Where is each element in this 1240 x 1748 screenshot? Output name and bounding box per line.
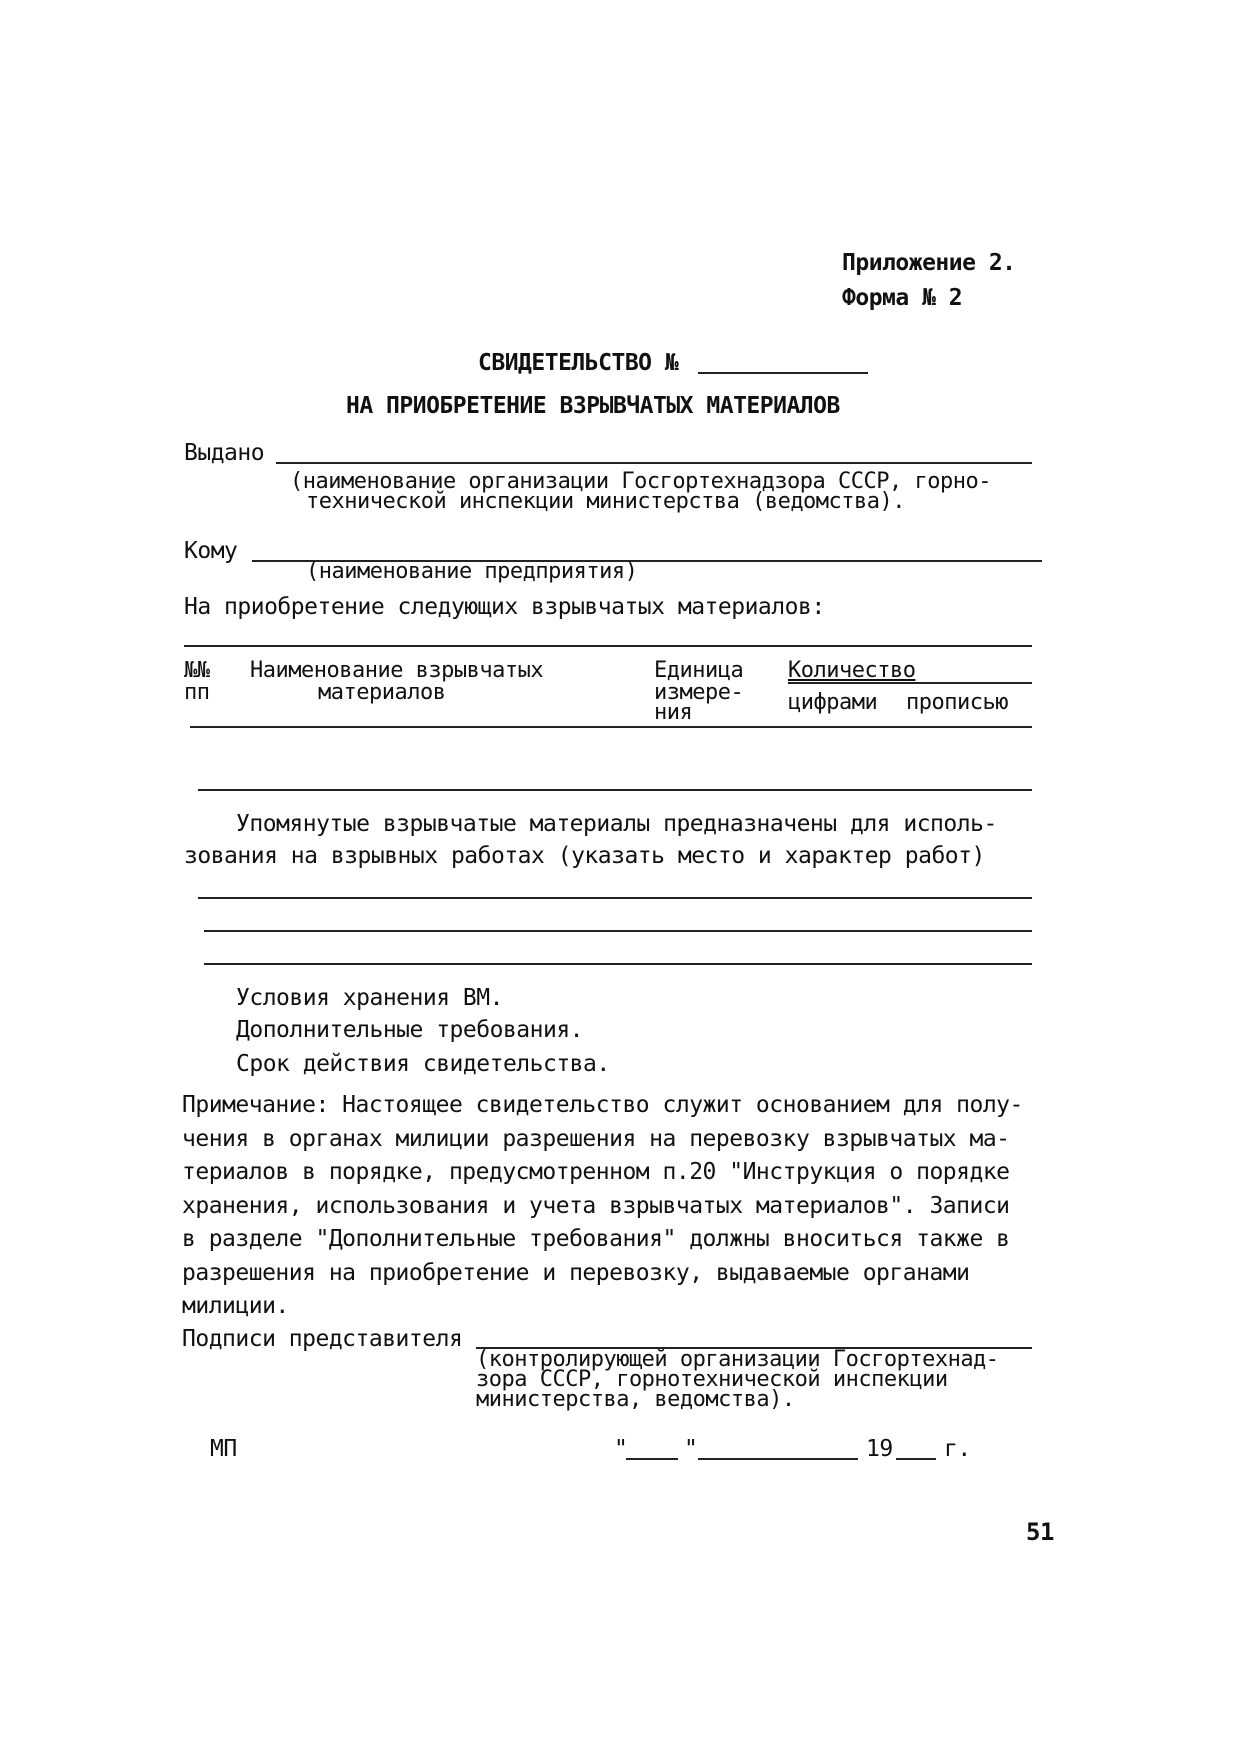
issued-line — [276, 462, 1032, 464]
recipient-caption: (наименование предприятия) — [306, 559, 638, 584]
purpose-blank-line-3 — [204, 963, 1032, 965]
signature-caption-2: зора СССР, горнотехнической инспекции — [476, 1367, 948, 1392]
validity-period: Срок действия свидетельства. — [236, 1051, 610, 1077]
certificate-subtitle: НА ПРИОБРЕТЕНИЕ ВЗРЫВЧАТЫХ МАТЕРИАЛОВ — [346, 393, 840, 419]
note-line-5: в разделе "Дополнительные требования" должны вноситься также в — [182, 1226, 1010, 1252]
purchase-intro: На приобретение следующих взрывчатых материалов: — [184, 594, 825, 620]
table-top-line — [184, 645, 1032, 647]
note-line-3: териалов в порядке, предусмотренном п.20 "Инструкция о порядке — [182, 1159, 1010, 1185]
signature-label: Подписи представителя — [182, 1326, 463, 1352]
table-header-unit-1: Единица — [654, 658, 744, 683]
table-header-unit-3: ния — [654, 700, 693, 725]
table-header-unit-2: измере- — [654, 680, 744, 705]
certificate-title: СВИДЕТЕЛЬСТВО № — [478, 350, 679, 376]
date-day-line — [626, 1458, 678, 1460]
note-line-2: чения в органах милиции разрешения на перевозку взрывчатых ма- — [182, 1126, 1010, 1152]
table-header-words: прописью — [906, 690, 1008, 715]
issued-caption-1: (наименование организации Госгортехнадзора СССР, горно- — [290, 469, 991, 494]
certificate-number-line — [698, 372, 868, 374]
signature-caption-1: (контролирующей организации Госгортехнад- — [476, 1347, 999, 1372]
note-line-1: Примечание: Настоящее свидетельство служит основанием для полу- — [182, 1092, 1023, 1118]
table-header-digits: цифрами — [788, 690, 878, 715]
date-year-suffix: г. — [944, 1436, 971, 1462]
stamp-label: МП — [210, 1436, 237, 1462]
purpose-blank-line-1 — [198, 897, 1032, 899]
recipient-label: Кому — [184, 538, 238, 564]
date-month-line — [698, 1458, 858, 1460]
table-header-bottom-line — [190, 726, 1032, 728]
table-header-name-2: материалов — [318, 680, 446, 705]
note-line-4: хранения, использования и учета взрывчатых материалов". Записи — [182, 1193, 1010, 1219]
issued-label: Выдано — [184, 440, 265, 466]
additional-requirements: Дополнительные требования. — [236, 1017, 584, 1043]
note-line-6: разрешения на приобретение и перевозку, выдаваемые органами — [182, 1260, 970, 1286]
purpose-blank-line-2 — [204, 930, 1032, 932]
table-header-num-2: пп — [184, 680, 210, 705]
signature-caption-3: министерства, ведомства). — [476, 1387, 795, 1412]
storage-conditions: Условия хранения ВМ. — [236, 985, 503, 1011]
date-year-line — [896, 1458, 936, 1460]
table-bottom-line — [198, 789, 1032, 791]
table-header-num-1: №№ — [184, 658, 210, 683]
appendix-label: Приложение 2. — [842, 250, 1016, 276]
date-year-prefix: 19 — [866, 1436, 893, 1462]
date-quote-close: " — [684, 1436, 698, 1462]
purpose-line-2: зования на взрывных работах (указать место и характер работ) — [184, 843, 985, 869]
note-line-7: милиции. — [182, 1293, 289, 1319]
page-number: 51 — [1026, 1518, 1054, 1546]
date-quote-open: " — [614, 1436, 628, 1462]
table-quantity-divider — [788, 682, 1032, 684]
purpose-line-1: Упомянутые взрывчатые материалы предназначены для исполь- — [236, 811, 997, 837]
form-number: Форма № 2 — [842, 285, 963, 311]
table-header-quantity: Количество — [788, 658, 916, 683]
issued-caption-2: технической инспекции министерства (ведомства). — [306, 489, 906, 514]
table-header-name-1: Наименование взрывчатых — [250, 658, 544, 683]
